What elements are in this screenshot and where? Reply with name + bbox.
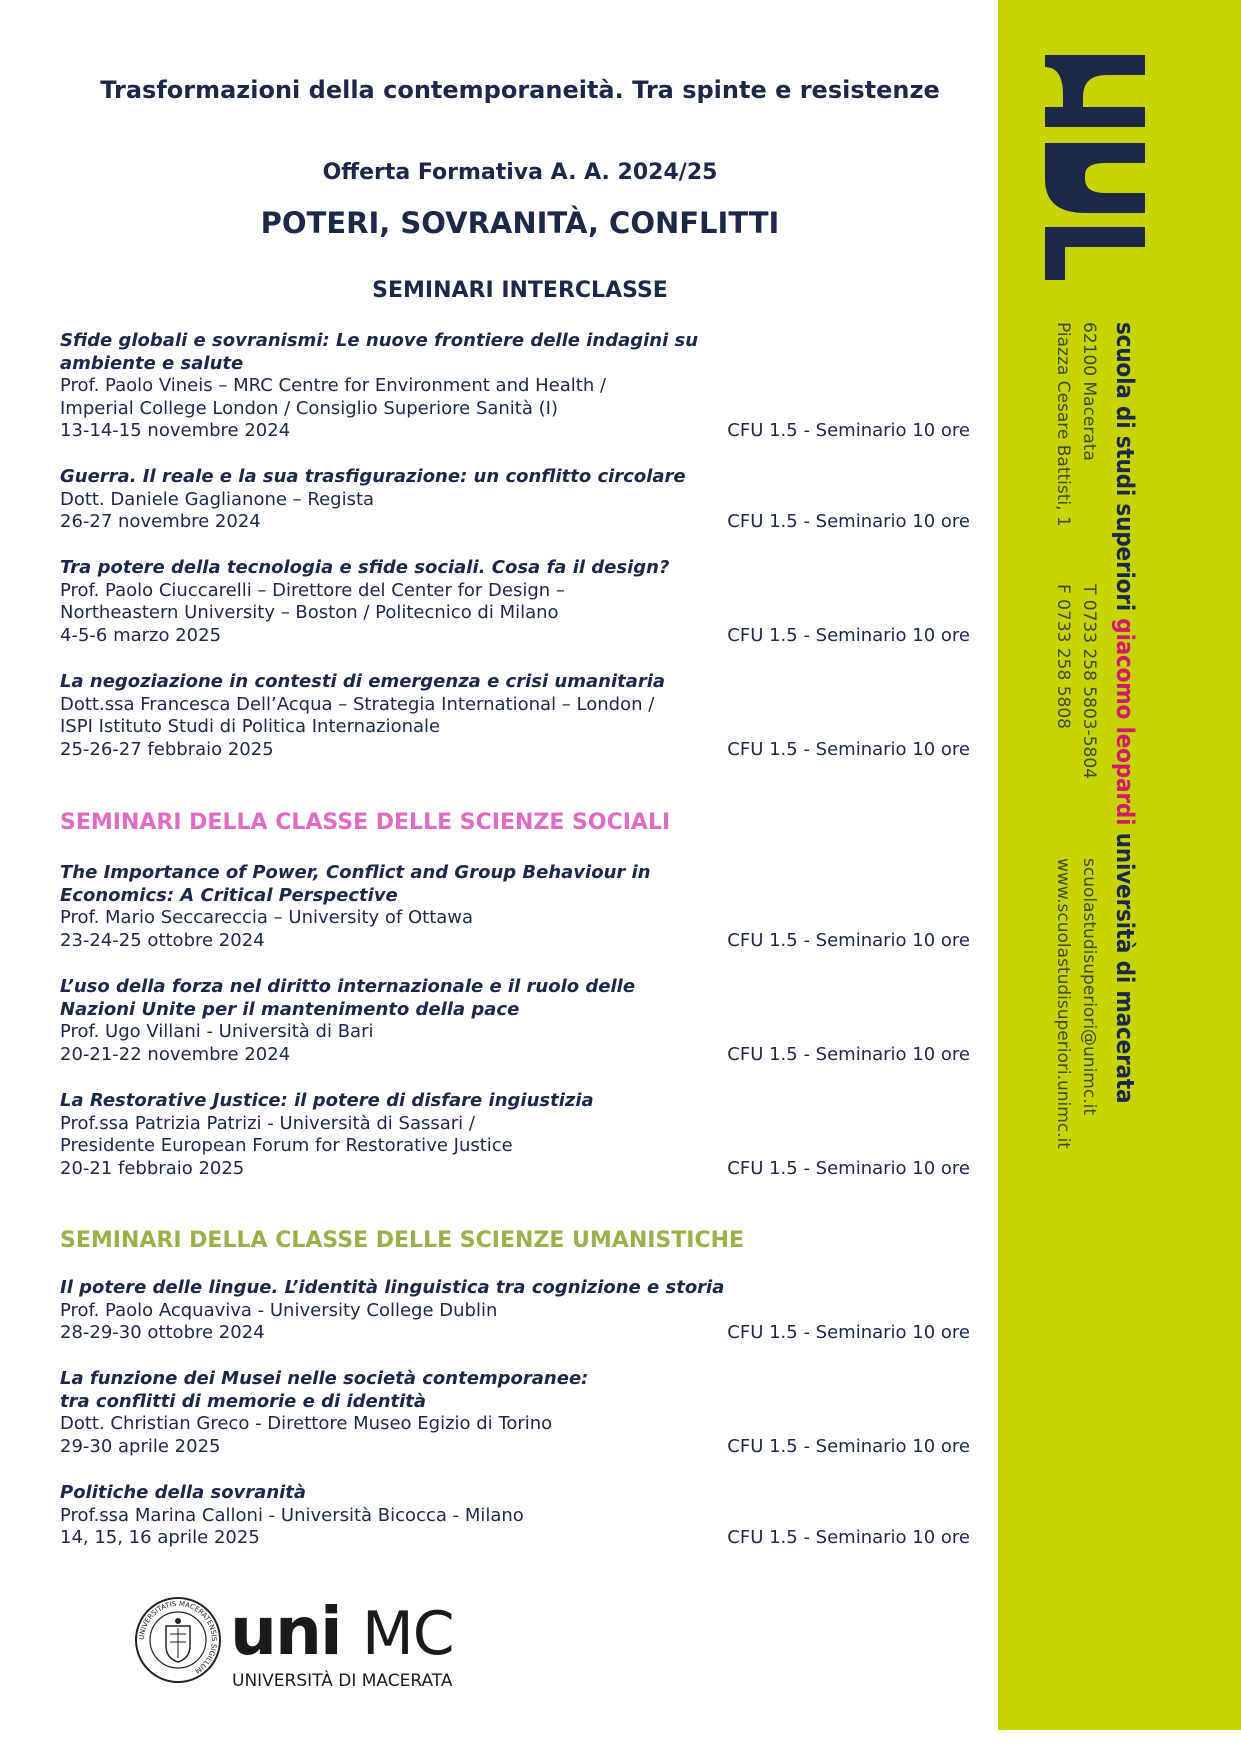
seminar-speaker: Imperial College London / Consiglio Superiore Sanità (I) — [60, 397, 558, 419]
ssl-logo-mark — [1045, 55, 1145, 280]
seminar-item — [60, 466, 970, 534]
seminar-speaker: Dott.ssa Francesca Dell’Acqua – Strategia International – London / — [60, 693, 655, 715]
seminar-title: La Restorative Justice: il potere di disfare ingiustizia — [60, 1090, 594, 1111]
seminar-speaker: Prof. Paolo Vineis – MRC Centre for Environment and Health / — [60, 375, 607, 396]
seminar-cfu: CFU 1.5 - Seminario 10 ore — [727, 511, 970, 532]
address-vertical: 62100 Macerata Piazza Cesare Battisti, 1 — [1053, 322, 1099, 527]
svg-text:uni: uni — [230, 1596, 341, 1670]
seminar-title: Tra potere della tecnologia e sfide sociali. Cosa fa il design? — [60, 557, 670, 578]
seminar-speaker: Dott. Daniele Gaglianone – Regista — [60, 488, 375, 510]
seminar-date: 26-27 novembre 2024 — [60, 511, 261, 532]
seminar-cfu: CFU 1.5 - Seminario 10 ore — [727, 1322, 970, 1343]
seminar-item — [60, 1090, 970, 1180]
seminar-cfu: CFU 1.5 - Seminario 10 ore — [727, 1157, 970, 1179]
svg-text:UNIVERSITÀ DI MACERATA: UNIVERSITÀ DI MACERATA — [232, 1671, 453, 1691]
seminar-item — [60, 976, 970, 1066]
university-seal-icon — [136, 1598, 220, 1682]
seminar-title: La negoziazione in contesti di emergenza e crisi umanitaria — [60, 671, 666, 692]
seminar-cfu: CFU 1.5 - Seminario 10 ore — [727, 624, 970, 646]
email-link[interactable]: scuolastudisuperiori@unimc.it — [1079, 858, 1099, 1116]
seminar-title: ambiente e salute — [60, 352, 244, 374]
seminar-speaker: Prof. Paolo Ciuccarelli – Direttore del Center for Design – — [60, 579, 565, 601]
page-subtitle: Offerta Formativa A. A. 2024/25 — [322, 160, 718, 185]
seminar-item — [60, 671, 970, 761]
main-heading: POTERI, SOVRANITÀ, CONFLITTI — [260, 206, 780, 240]
web-contacts-vertical — [1050, 858, 1102, 1149]
seminar-date: 4-5-6 marzo 2025 — [60, 624, 222, 646]
section-title-interclasse: SEMINARI INTERCLASSE — [372, 278, 668, 303]
seminar-item — [60, 330, 970, 443]
seminar-cfu: CFU 1.5 - Seminario 10 ore — [727, 1043, 970, 1065]
section-title-scienze-umanistiche: SEMINARI DELLA CLASSE DELLE SCIENZE UMANISTICHE — [60, 1228, 745, 1253]
seminar-title: Nazioni Unite per il mantenimento della pace — [60, 998, 520, 1020]
seminar-speaker: Prof. Mario Seccareccia – University of Ottawa — [60, 907, 474, 928]
seminar-title: The Importance of Power, Conflict and Group Behaviour in — [60, 862, 651, 883]
seminar-speaker: Prof.ssa Patrizia Patrizi - Università di Sassari / — [60, 1112, 475, 1134]
phone-vertical: T 0733 258 5803-5804 F 0733 258 5808 — [1053, 584, 1099, 779]
seminar-item — [60, 862, 970, 952]
unimc-logo — [134, 1596, 504, 1698]
seminar-speaker: Northeastern University – Boston / Politecnico di Milano — [60, 602, 559, 623]
seminar-title: tra conflitti di memorie e di identità — [60, 1390, 427, 1412]
seminar-speaker: Prof.ssa Marina Calloni - Università Bicocca - Milano — [60, 1504, 524, 1526]
seminar-cfu: CFU 1.5 - Seminario 10 ore — [727, 738, 970, 760]
seminar-speaker: Presidente European Forum for Restorative Justice — [60, 1135, 513, 1156]
seminar-speaker: Dott. Christian Greco - Direttore Museo Egizio di Torino — [60, 1413, 553, 1434]
page-title: Trasformazioni della contemporaneità. Tra spinte e resistenze — [100, 76, 940, 104]
seminar-item — [60, 1277, 970, 1345]
seminar-cfu: CFU 1.5 - Seminario 10 ore — [727, 1527, 970, 1548]
website-link[interactable]: www.scuolastudisuperiori.unimc.it — [1053, 858, 1073, 1149]
section-title-scienze-sociali: SEMINARI DELLA CLASSE DELLE SCIENZE SOCIALI — [60, 810, 671, 835]
seminar-date: 28-29-30 ottobre 2024 — [60, 1322, 265, 1343]
svg-text:MC: MC — [362, 1599, 454, 1669]
seminar-title: Sfide globali e sovranismi: Le nuove frontiere delle indagini su — [60, 330, 699, 351]
svg-text:UNIVERSITATIS MACERATENSIS SIG: UNIVERSITATIS MACERATENSIS SIGILLUM — [137, 1599, 219, 1675]
school-name-vertical: scuola di studi superiori giacomo leopardi università di macerata — [1111, 322, 1139, 1104]
seminar-speaker: Prof. Paolo Acquaviva - University College Dublin — [60, 1299, 498, 1321]
seminar-date: 14, 15, 16 aprile 2025 — [60, 1527, 260, 1548]
seminar-item — [60, 1482, 970, 1550]
seminar-title: Guerra. Il reale e la sua trasfigurazione: un conflitto circolare — [60, 466, 686, 487]
seminar-speaker: Prof. Ugo Villani - Università di Bari — [60, 1021, 374, 1042]
seminar-title: Economics: A Critical Perspective — [60, 884, 398, 906]
seminar-item — [60, 557, 970, 647]
seminar-cfu: CFU 1.5 - Seminario 10 ore — [727, 420, 970, 441]
seminar-cfu: CFU 1.5 - Seminario 10 ore — [727, 1435, 970, 1457]
seminar-date: 25-26-27 febbraio 2025 — [60, 738, 274, 760]
seminar-item — [60, 1368, 970, 1458]
seminar-date: 29-30 aprile 2025 — [60, 1435, 221, 1457]
seminar-date: 20-21 febbraio 2025 — [60, 1157, 245, 1179]
seminar-title: Il potere delle lingue. L’identità linguistica tra cognizione e storia — [60, 1277, 725, 1298]
seminar-cfu: CFU 1.5 - Seminario 10 ore — [727, 929, 970, 951]
seminar-title: L’uso della forza nel diritto internazionale e il ruolo delle — [60, 976, 636, 997]
seminar-title: La funzione dei Musei nelle società contemporanee: — [60, 1368, 589, 1389]
seminar-date: 20-21-22 novembre 2024 — [60, 1043, 291, 1065]
seminar-speaker: ISPI Istituto Studi di Politica Internazionale — [60, 716, 441, 737]
seminar-title: Politiche della sovranità — [60, 1482, 307, 1503]
seminar-date: 13-14-15 novembre 2024 — [60, 420, 291, 441]
seminar-date: 23-24-25 ottobre 2024 — [60, 929, 265, 951]
